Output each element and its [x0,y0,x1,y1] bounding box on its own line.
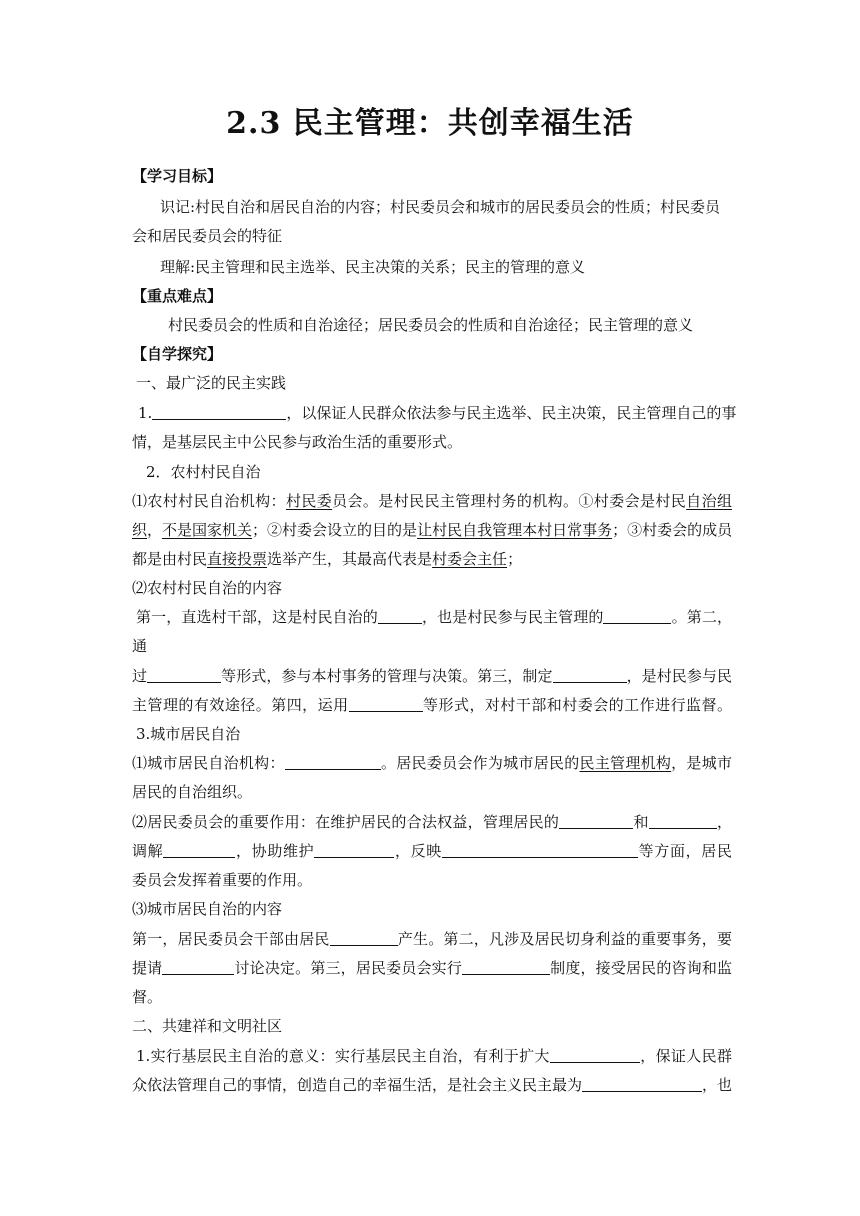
part2-heading: 二、共建祥和文明社区 [132,1017,283,1035]
blank-field[interactable] [582,1076,702,1092]
text: 众依法管理自己的事情，创造自己的幸福生活，是社会主义民主最为 [132,1076,583,1094]
rural-content-line4 [132,694,732,716]
blank-field[interactable] [285,754,381,770]
text: 过 [132,667,148,685]
text: 调解 [132,842,164,860]
text: ； [507,550,523,568]
text: 1.实行基层民主自治的意义：实行基层民主自治，有利于扩大 [136,1047,550,1065]
section-heading-goals: 【学习目标】 [132,167,223,185]
part1-heading: 一、最广泛的民主实践 [136,374,287,392]
underlined-text: 织 [132,521,148,539]
text: ⑴城市居民自治机构： [132,754,285,772]
blank-field[interactable] [330,930,398,946]
key-points: 村民委员会的性质和自治途径；居民委员会的性质和自治途径；民主管理的意义 [168,316,694,334]
org-line2 [132,519,732,541]
blank-field[interactable] [162,959,234,975]
blank-field[interactable] [603,608,671,624]
text: ，协助维护 [235,842,315,860]
underlined-text: 让村民自我管理本村日常事务 [417,521,613,539]
text: 等形式，参与本村事务的管理与决策。第三，制定 [221,667,553,685]
urban-org-line2: 居民的自治组织。 [132,783,253,801]
text: 制度，接受居民的咨询和监 [550,959,732,977]
text: ，是村民参与民 [626,667,732,685]
text: ，反映 [394,842,442,860]
text: 和 [633,813,649,831]
goal-recognize-line2: 会和居民委员会的特征 [132,227,283,245]
blank-field[interactable] [462,959,550,975]
text: ， [147,521,163,539]
text: 员会。是村民民主管理村务的机构。①村委会是村民 [332,492,687,510]
part2-line2 [132,1074,732,1096]
text: 选举产生，其最高代表是 [267,550,433,568]
urban-content-line3: 督。 [132,988,163,1006]
blank-field[interactable] [559,813,633,829]
section-heading-self-study: 【自学探究】 [132,345,223,363]
text: 产生。第二，凡涉及居民切身利益的重要事务，要 [397,930,732,948]
text: 主管理的有效途径。第四，运用 [132,696,349,714]
goal-recognize-line1: 识记:村民自治和居民自治的内容；村民委员会和城市的居民委员会的性质；村民委员 [160,198,721,216]
blank-field[interactable] [378,608,422,624]
blank-field[interactable] [147,667,221,683]
blank-field[interactable] [649,813,717,829]
underlined-text: 直接投票 [207,550,268,568]
text: 都是由村民 [132,550,208,568]
org-line1 [132,490,732,512]
underlined-text: 民主管理机构 [579,754,672,772]
blank-field[interactable] [152,404,286,420]
rural-content-line2: 通 [132,637,148,655]
blank-field[interactable] [442,842,638,858]
section-heading-key: 【重点难点】 [132,287,223,305]
urban-content-line2 [132,957,732,979]
text: ，保证人民群 [639,1047,732,1065]
underlined-text: 村委会主任 [432,550,508,568]
text: 。第二， [671,608,732,626]
text: ；③村委会的成员 [612,521,733,539]
item1-line2: 情，是基层民主中公民参与政治生活的重要形式。 [132,433,463,451]
underlined-text: 自治组 [686,492,732,510]
org-line3 [132,548,732,570]
text: ，是城市 [671,754,732,772]
text: ， [716,813,732,831]
text: 讨论决定。第三，居民委员会实行 [234,959,462,977]
blank-field[interactable] [163,842,235,858]
text: ；②村委会设立的目的是 [252,521,418,539]
item1-number: 1. [138,404,153,422]
text: 第一，直选村干部，这是村民自治的 [136,608,378,626]
item1-text: ，以保证人民群众依法参与民主选举、民主决策，民主管理自己的事 [286,404,737,422]
blank-field[interactable] [314,842,394,858]
part2-line1 [136,1045,732,1067]
urban-role-line2 [132,840,732,862]
text: 。居民委员会作为城市居民的 [380,754,580,772]
text: ，也是村民参与民主管理的 [421,608,604,626]
urban-role-line1 [132,811,732,833]
page-title: 2.3 民主管理：共创幸福生活 [226,106,634,141]
text: 等形式，对村干部和村委会的工作进行监督。 [422,696,732,714]
rural-content-line1 [136,606,732,628]
rural-content-line3 [132,665,732,687]
item1-line1 [138,402,737,424]
blank-field[interactable] [550,1047,640,1063]
blank-field[interactable] [349,696,423,712]
rural-content-heading: ⑵农村村民自治的内容 [132,579,283,597]
urban-content-line1 [132,928,732,950]
urban-content-heading: ⑶城市居民自治的内容 [132,900,283,918]
text: ⑴农村村民自治机构： [132,492,286,510]
text: 提请 [132,959,163,977]
urban-org-line1 [132,752,732,774]
underlined-text: 不是国家机关 [162,521,253,539]
blank-field[interactable] [553,667,627,683]
item2-heading: 2．农村村民自治 [146,463,261,481]
goal-understand: 理解:民主管理和民主选举、民主决策的关系；民主的管理的意义 [160,258,586,276]
text: 第一，居民委员会干部由居民 [132,930,330,948]
text: ⑵居民委员会的重要作用：在维护居民的合法权益，管理居民的 [132,813,560,831]
underlined-text: 村民委 [285,492,333,510]
text: 等方面，居民 [637,842,732,860]
urban-role-line3: 委员会发挥着重要的作用。 [132,871,313,889]
item3-heading: 3.城市居民自治 [136,725,241,743]
text: ，也 [702,1076,733,1094]
